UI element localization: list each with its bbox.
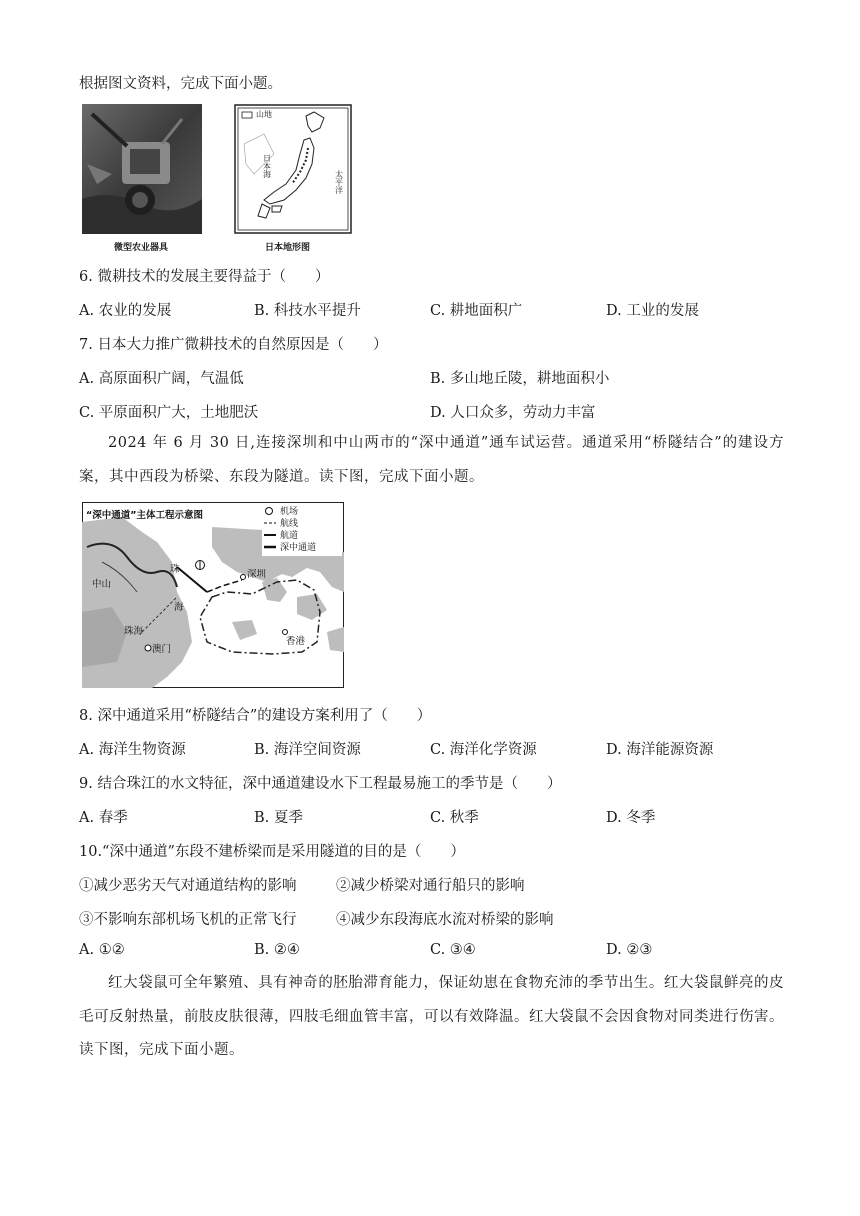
question-6-stem: 6. 微耕技术的发展主要得益于（ ） — [79, 269, 330, 285]
question-7-option-c[interactable]: C. 平原面积广大，土地肥沃 — [79, 405, 259, 421]
intro-text-1: 根据图文资料，完成下面小题。 — [79, 76, 282, 92]
question-10-statement-1: ①减少恶劣天气对通道结构的影响 — [79, 878, 297, 894]
question-6-option-b[interactable]: B. 科技水平提升 — [254, 303, 361, 319]
question-10-statement-3: ③不影响东部机场飞机的正常飞行 — [79, 912, 297, 928]
intro-text-2-content: 2024 年 6 月 30 日,连接深圳和中山两市的“深中通道”通车试运营。通道采用“桥隧结合”的建设方案，其中西段为桥梁、东段为隧道。读下图，完成下面小题。 — [79, 435, 784, 485]
question-8-option-a[interactable]: A. 海洋生物资源 — [79, 742, 186, 758]
question-10-option-a[interactable]: A. ①② — [79, 942, 125, 958]
shenzhong-map-title: “深中通道”主体工程示意图 — [86, 510, 203, 521]
figure-microfarming — [82, 104, 352, 254]
map-caption: 日本地形图 — [265, 243, 311, 253]
farm-tool-photo — [82, 104, 202, 234]
japan-map-sea-right: 太平洋 — [334, 170, 344, 194]
label-zhuhai: 珠海 — [124, 626, 144, 637]
question-10-statement-4: ④减少东段海底水流对桥梁的影响 — [336, 912, 554, 928]
question-9-option-b[interactable]: B. 夏季 — [254, 810, 303, 826]
question-10-option-d[interactable]: D. ②③ — [606, 942, 653, 958]
question-9-option-d[interactable]: D. 冬季 — [606, 810, 656, 826]
question-10-option-c[interactable]: C. ③④ — [430, 942, 476, 958]
figure-shenzhong-channel — [82, 502, 344, 688]
intro-text-3 — [79, 967, 784, 1068]
legend-shenzhong-channel: 深中通道 — [280, 543, 317, 553]
label-hongkong: 香港 — [286, 636, 306, 647]
japan-map-legend-label: 山地 — [256, 110, 272, 119]
question-10-option-b[interactable]: B. ②④ — [254, 942, 300, 958]
question-10-statement-2: ②减少桥梁对通行船只的影响 — [336, 878, 525, 894]
question-8-option-d[interactable]: D. 海洋能源资源 — [606, 742, 714, 758]
photo-caption: 微型农业器具 — [114, 243, 169, 253]
label-zhongshan: 中山 — [92, 579, 112, 590]
question-8-stem: 8. 深中通道采用“桥隧结合”的建设方案利用了（ ） — [79, 708, 432, 724]
question-9-stem: 9. 结合珠江的水文特征，深中通道建设水下工程最易施工的季节是（ ） — [79, 776, 562, 792]
question-8-option-b[interactable]: B. 海洋空间资源 — [254, 742, 361, 758]
legend-airport: 机场 — [280, 507, 299, 517]
japan-map-sea-left: 日本海 — [262, 154, 272, 178]
legend-navigation-channel: 航道 — [280, 531, 299, 541]
shenzhong-map-graphics — [82, 502, 344, 688]
question-6-option-c[interactable]: C. 耕地面积广 — [430, 303, 523, 319]
question-7-option-b[interactable]: B. 多山地丘陵，耕地面积小 — [430, 371, 610, 387]
label-zhu: 珠 — [170, 564, 180, 575]
question-7-option-a[interactable]: A. 高原面积广阔，气温低 — [79, 371, 244, 387]
japan-map — [235, 105, 351, 233]
intro-text-2 — [79, 427, 784, 494]
figure-microfarming-graphics — [82, 104, 352, 254]
question-9-option-c[interactable]: C. 秋季 — [430, 810, 479, 826]
label-shenzhen: 深圳 — [247, 569, 267, 580]
question-6-option-a[interactable]: A. 农业的发展 — [79, 303, 172, 319]
question-6-option-d[interactable]: D. 工业的发展 — [606, 303, 699, 319]
question-7-option-d[interactable]: D. 人口众多，劳动力丰富 — [430, 405, 596, 421]
question-8-option-c[interactable]: C. 海洋化学资源 — [430, 742, 537, 758]
question-9-option-a[interactable]: A. 春季 — [79, 810, 128, 826]
question-10-stem: 10.“深中通道”东段不建桥梁而是采用隧道的目的是（ ） — [79, 844, 465, 860]
label-macau: 澳门 — [152, 644, 172, 655]
intro-text-3-content: 红大袋鼠可全年繁殖、具有神奇的胚胎滞育能力，保证幼崽在食物充沛的季节出生。红大袋鼠鲜亮的皮毛可反射热量，前肢皮肤很薄，四肢毛细血管丰富，可以有效降温。红大袋鼠不会因食物对同类进行伤害。读下图，完成下面小题。 — [79, 975, 784, 1058]
question-7-stem: 7. 日本大力推广微耕技术的自然原因是（ ） — [79, 337, 388, 353]
label-hai: 海 — [174, 602, 184, 613]
legend-air-route: 航线 — [280, 519, 299, 529]
